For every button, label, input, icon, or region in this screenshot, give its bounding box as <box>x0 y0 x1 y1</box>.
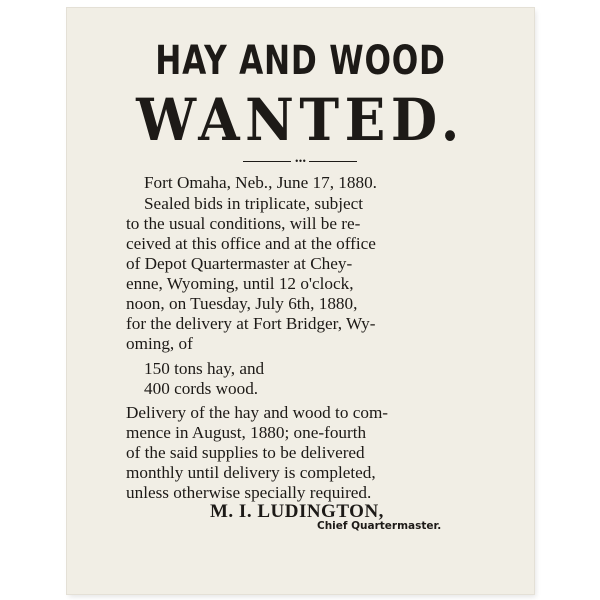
date-line: Fort Omaha, Neb., June 17, 1880. <box>144 173 377 192</box>
headline: HAY AND WOOD <box>155 38 446 84</box>
item-wood: 400 cords wood. <box>144 379 259 398</box>
divider-dots: ••• <box>294 157 306 166</box>
body-line-8: oming, of <box>126 334 193 353</box>
body-line-3: ceived at this office and at the office <box>126 234 376 253</box>
body-line-7: for the delivery at Fort Bridger, Wy- <box>126 314 376 333</box>
ornament-divider <box>235 158 365 166</box>
delivery-line-2: mence in August, 1880; one-fourth <box>126 423 367 442</box>
delivery-line-3: of the said supplies to be delivered <box>126 443 365 462</box>
signature-title: Chief Quartermaster. <box>317 520 442 532</box>
body-line-4: of Depot Quartermaster at Chey- <box>126 254 353 273</box>
delivery-line-5: unless otherwise specially required. <box>126 483 372 502</box>
body-line-5: enne, Wyoming, until 12 o'clock, <box>126 274 354 293</box>
delivery-line-1: Delivery of the hay and wood to com- <box>126 403 389 422</box>
delivery-line-4: monthly until delivery is completed, <box>126 463 376 482</box>
divider-line-right <box>309 161 357 162</box>
subheadline: WANTED. <box>136 86 465 154</box>
signature: M. I. LUDINGTON, <box>210 501 384 522</box>
body-line-6: noon, on Tuesday, July 6th, 1880, <box>126 294 358 313</box>
body-line-2: to the usual conditions, will be re- <box>126 214 361 233</box>
poster-sheet <box>67 8 534 594</box>
item-hay: 150 tons hay, and <box>144 359 265 378</box>
divider-line-left <box>243 161 291 162</box>
body-line-1: Sealed bids in triplicate, subject <box>144 194 364 213</box>
